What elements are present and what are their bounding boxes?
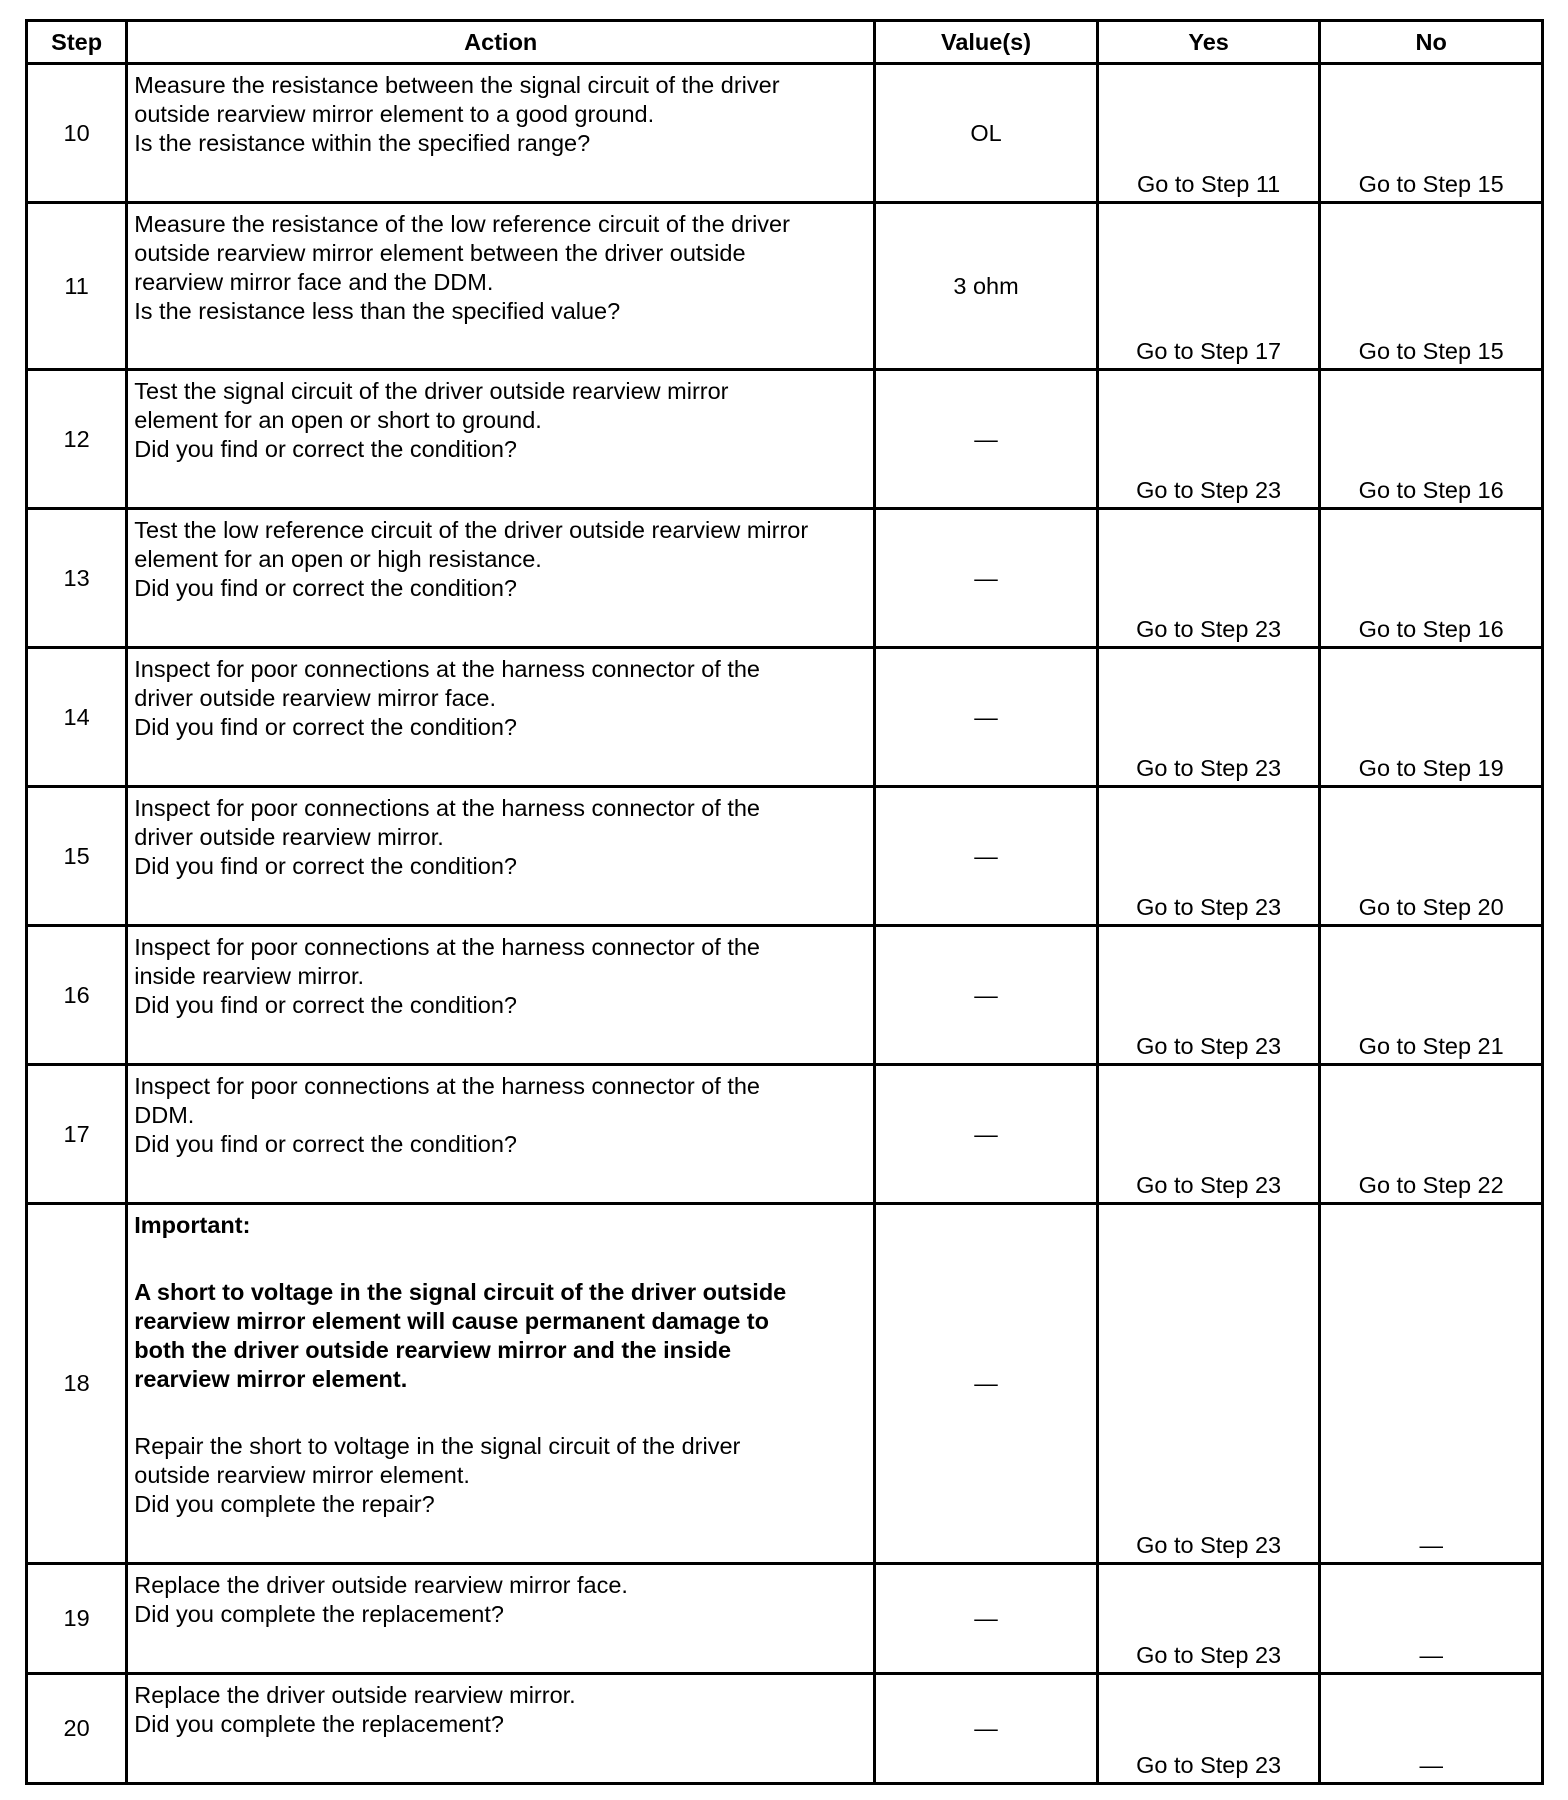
- header-action: Action: [127, 21, 875, 64]
- action-cell: [127, 203, 875, 370]
- table-row: [27, 370, 1543, 509]
- table-row: [27, 1564, 1543, 1674]
- header-no: No: [1320, 21, 1543, 64]
- no-goto-link: Go to Step 21: [1358, 1033, 1504, 1059]
- yes-cell: [1097, 1564, 1320, 1674]
- header-values: Value(s): [875, 21, 1098, 64]
- step-number: 14: [27, 648, 127, 787]
- action-cell: [127, 509, 875, 648]
- step-number: 15: [27, 787, 127, 926]
- important-notice: A short to voltage in the signal circuit of the driver outside rearview mirror element will cause permanent damage to both the driver outside rearview mirror and the inside rearview mirror element.: [134, 1279, 787, 1392]
- action-question: Did you complete the repair?: [134, 1491, 435, 1517]
- header-step: Step: [27, 21, 127, 64]
- header-yes: Yes: [1097, 21, 1320, 64]
- yes-cell: [1097, 1674, 1320, 1784]
- no-goto-link: Go to Step 19: [1358, 755, 1504, 781]
- action-cell: [127, 787, 875, 926]
- yes-cell: [1097, 370, 1320, 509]
- action-question: Did you find or correct the condition?: [134, 436, 517, 462]
- table-row: [27, 1065, 1543, 1204]
- action-cell: [127, 64, 875, 203]
- action-cell: [127, 1564, 875, 1674]
- value-cell: —: [875, 648, 1098, 787]
- step-number: 13: [27, 509, 127, 648]
- action-question: Did you find or correct the condition?: [134, 575, 517, 601]
- yes-cell: [1097, 203, 1320, 370]
- no-cell: [1320, 1065, 1543, 1204]
- action-instruction: Test the low reference circuit of the driver outside rearview mirror element for an open or high resistance.: [134, 517, 809, 572]
- value-cell: —: [875, 1564, 1098, 1674]
- yes-goto-link: Go to Step 11: [1136, 171, 1281, 197]
- value-cell: —: [875, 370, 1098, 509]
- action-question: Did you find or correct the condition?: [134, 714, 517, 740]
- no-cell: [1320, 1674, 1543, 1784]
- table-row: [27, 1674, 1543, 1784]
- action-cell: [127, 1065, 875, 1204]
- step-number: 16: [27, 926, 127, 1065]
- no-cell: [1320, 64, 1543, 203]
- step-number: 17: [27, 1065, 127, 1204]
- no-cell: [1320, 648, 1543, 787]
- action-instruction: Replace the driver outside rearview mirror.: [134, 1682, 576, 1708]
- step-number: 11: [27, 203, 127, 370]
- action-cell: [127, 1204, 875, 1564]
- no-goto-link: Go to Step 16: [1358, 477, 1504, 503]
- header-row: [27, 21, 1543, 64]
- table-row: [27, 64, 1543, 203]
- no-goto-link: Go to Step 15: [1358, 338, 1504, 364]
- action-question: Did you find or correct the condition?: [134, 1131, 517, 1157]
- value-cell: 3 ohm: [875, 203, 1098, 370]
- action-question: Is the resistance less than the specified value?: [134, 298, 621, 324]
- action-question: Did you find or correct the condition?: [134, 992, 517, 1018]
- no-cell: [1320, 1204, 1543, 1564]
- value-cell: OL: [875, 64, 1098, 203]
- step-number: 20: [27, 1674, 127, 1784]
- yes-cell: [1097, 1204, 1320, 1564]
- action-cell: [127, 370, 875, 509]
- yes-goto-link: Go to Step 23: [1136, 1642, 1282, 1668]
- yes-goto-link: Go to Step 23: [1136, 1532, 1282, 1558]
- no-cell: [1320, 370, 1543, 509]
- no-value: —: [1419, 1532, 1443, 1558]
- yes-goto-link: Go to Step 23: [1136, 755, 1282, 781]
- yes-cell: [1097, 509, 1320, 648]
- no-goto-link: Go to Step 20: [1358, 894, 1504, 920]
- yes-goto-link: Go to Step 23: [1136, 616, 1282, 642]
- action-instruction: Replace the driver outside rearview mirror face.: [134, 1572, 628, 1598]
- table-row: [27, 1204, 1543, 1564]
- yes-goto-link: Go to Step 23: [1136, 1033, 1282, 1059]
- action-instruction: Repair the short to voltage in the signal circuit of the driver outside rearview mirror element.: [134, 1433, 741, 1488]
- action-instruction: Inspect for poor connections at the harness connector of the driver outside rearview mirror face.: [134, 656, 760, 711]
- value-cell: —: [875, 1065, 1098, 1204]
- action-instruction: Test the signal circuit of the driver outside rearview mirror element for an open or short to ground.: [134, 378, 729, 433]
- table-row: [27, 926, 1543, 1065]
- table-row: [27, 787, 1543, 926]
- no-goto-link: Go to Step 22: [1358, 1172, 1504, 1198]
- table-row: [27, 648, 1543, 787]
- action-cell: [127, 926, 875, 1065]
- yes-cell: [1097, 787, 1320, 926]
- no-cell: [1320, 203, 1543, 370]
- important-label: Important:: [134, 1212, 251, 1238]
- yes-goto-link: Go to Step 23: [1136, 1752, 1282, 1778]
- step-number: 19: [27, 1564, 127, 1674]
- no-value: —: [1419, 1752, 1443, 1778]
- no-value: —: [1419, 1642, 1443, 1668]
- action-body: [134, 1211, 865, 1490]
- no-cell: [1320, 509, 1543, 648]
- action-cell: [127, 1674, 875, 1784]
- table-row: [27, 203, 1543, 370]
- no-cell: [1320, 787, 1543, 926]
- yes-cell: [1097, 926, 1320, 1065]
- value-cell: —: [875, 1204, 1098, 1564]
- action-instruction: Inspect for poor connections at the harness connector of the inside rearview mirror.: [134, 934, 760, 989]
- yes-goto-link: Go to Step 17: [1136, 338, 1282, 364]
- action-cell: [127, 648, 875, 787]
- step-number: 10: [27, 64, 127, 203]
- step-number: 18: [27, 1204, 127, 1564]
- value-cell: —: [875, 926, 1098, 1065]
- action-instruction: Inspect for poor connections at the harness connector of the driver outside rearview mirror.: [134, 795, 760, 850]
- yes-goto-link: Go to Step 23: [1136, 477, 1282, 503]
- value-cell: —: [875, 1674, 1098, 1784]
- yes-cell: [1097, 1065, 1320, 1204]
- value-cell: —: [875, 509, 1098, 648]
- action-instruction: Inspect for poor connections at the harness connector of the DDM.: [134, 1073, 760, 1128]
- step-number: 12: [27, 370, 127, 509]
- no-goto-link: Go to Step 15: [1358, 171, 1504, 197]
- table-row: [27, 509, 1543, 648]
- action-question: Did you complete the replacement?: [134, 1601, 504, 1627]
- no-cell: [1320, 1564, 1543, 1674]
- yes-cell: [1097, 648, 1320, 787]
- no-cell: [1320, 926, 1543, 1065]
- action-question: Is the resistance within the specified range?: [134, 130, 591, 156]
- action-question: Did you complete the replacement?: [134, 1711, 504, 1737]
- yes-cell: [1097, 64, 1320, 203]
- value-cell: —: [875, 787, 1098, 926]
- no-goto-link: Go to Step 16: [1358, 616, 1504, 642]
- yes-goto-link: Go to Step 23: [1136, 1172, 1282, 1198]
- action-instruction: Measure the resistance of the low reference circuit of the driver outside rearview mirror element between the driver outside rearview mirror face and the DDM.: [134, 211, 790, 295]
- diagnostic-table: [25, 19, 1544, 1785]
- action-instruction: Measure the resistance between the signal circuit of the driver outside rearview mirror element to a good ground.: [134, 72, 780, 127]
- yes-goto-link: Go to Step 23: [1136, 894, 1282, 920]
- action-question: Did you find or correct the condition?: [134, 853, 517, 879]
